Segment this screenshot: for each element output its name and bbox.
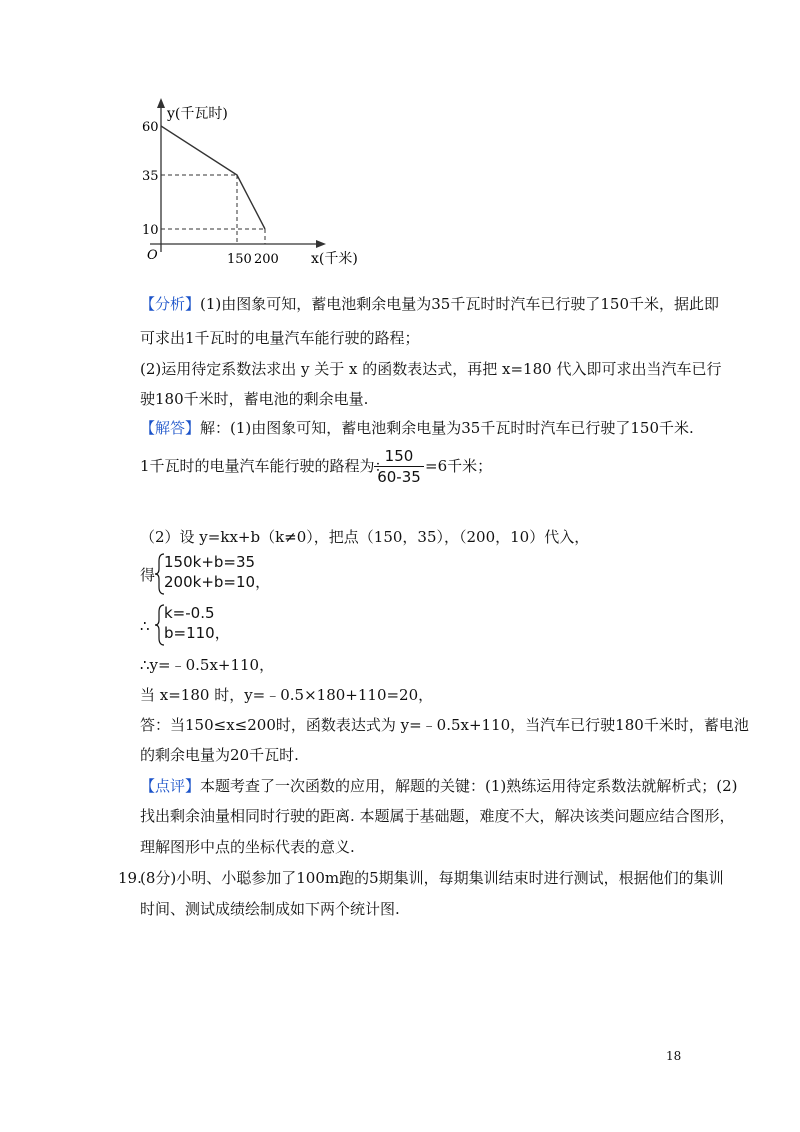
answer-line-6: 答：当150≤x≤200时，函数表达式为 y=﹣0.5x+110，当汽车已行驶180千米时，蓄电池 bbox=[140, 716, 749, 734]
question-line-2: 时间、测试成绩绘制成如下两个统计图. bbox=[140, 900, 400, 918]
comment-line-3: 理解图形中点的坐标代表的意义. bbox=[140, 838, 355, 856]
therefore-symbol: ∴ bbox=[140, 617, 150, 635]
x-axis-label: x(千米) bbox=[311, 251, 358, 267]
question-number: 19. bbox=[118, 869, 142, 887]
system-1-eq-2: 200k+b=10， bbox=[164, 573, 271, 591]
fraction-denominator: 60-35 bbox=[377, 468, 421, 486]
x-axis-arrow bbox=[316, 240, 326, 248]
answer-tag: 【解答】 bbox=[140, 419, 201, 437]
answer-line-4: ∴y=﹣0.5x+110， bbox=[140, 656, 275, 674]
fraction-bar bbox=[374, 466, 424, 467]
analysis-line-1 bbox=[140, 294, 719, 314]
system-1 bbox=[164, 552, 270, 592]
y-axis-label: y(千瓦时) bbox=[167, 106, 228, 122]
answer-text-1: 解：(1)由图象可知，蓄电池剩余电量为35千瓦时时汽车已行驶了150千米. bbox=[200, 419, 694, 437]
answer-text-2-suffix: =6千米； bbox=[425, 457, 493, 475]
answer-line-5: 当 x=180 时，y=﹣0.5×180+110=20， bbox=[140, 686, 434, 704]
comment-line-1 bbox=[140, 776, 738, 796]
analysis-line-2: 可求出1千瓦时的电量汽车能行驶的路程； bbox=[140, 329, 420, 347]
answer-line-3: （2）设 y=kx+b（k≠0），把点（150，35），（200，10）代入， bbox=[140, 528, 590, 546]
answer-text-2-prefix: 1千瓦时的电量汽车能行驶的路程为： bbox=[140, 457, 390, 475]
battery-line bbox=[161, 126, 265, 229]
system-1-eq-1: 150k+b=35 bbox=[164, 553, 256, 571]
system-2 bbox=[164, 603, 230, 643]
page-number: 18 bbox=[666, 1049, 682, 1063]
x-tick-150: 150 bbox=[227, 252, 252, 267]
system-2-eq-1: k=-0.5 bbox=[164, 604, 215, 622]
answer-line-2 bbox=[140, 456, 390, 476]
x-tick-200: 200 bbox=[254, 252, 279, 267]
system-2-comma: ， bbox=[214, 624, 230, 642]
fraction bbox=[374, 447, 424, 486]
analysis-tag: 【分析】 bbox=[140, 295, 201, 313]
y-tick-60: 60 bbox=[142, 120, 159, 135]
y-tick-10: 10 bbox=[142, 223, 159, 238]
fraction-numerator: 150 bbox=[384, 447, 414, 465]
de-label: 得 bbox=[140, 566, 156, 584]
comment-text-1: 本题考查了一次函数的应用，解题的关键：(1)熟练运用待定系数法就解析式；(2) bbox=[200, 777, 738, 795]
y-axis-arrow bbox=[157, 98, 165, 108]
analysis-line-4: 驶180千米时，蓄电池的剩余电量. bbox=[140, 390, 369, 408]
comment-line-2: 找出剩余油量相同时行驶的距离. 本题属于基础题，难度不大，解决该类问题应结合图形， bbox=[140, 807, 735, 825]
question-line-1: (8分)小明、小聪参加了100m跑的5期集训，每期集训结束时进行测试，根据他们的集训 bbox=[140, 869, 724, 887]
analysis-text-1: (1)由图象可知，蓄电池剩余电量为35千瓦时时汽车已行驶了150千米，据此即 bbox=[200, 295, 719, 313]
analysis-line-3: (2)运用待定系数法求出 y 关于 x 的函数表达式，再把 x=180 代入即可求出当汽车已行 bbox=[140, 360, 722, 378]
system-2-eq-2: b=110， bbox=[164, 624, 230, 642]
answer-line-1 bbox=[140, 418, 694, 438]
y-tick-35: 35 bbox=[142, 169, 159, 184]
system-1-comma: ， bbox=[255, 573, 271, 591]
origin-label: O bbox=[147, 248, 158, 263]
answer-line-7: 的剩余电量为20千瓦时. bbox=[140, 746, 299, 764]
comment-tag: 【点评】 bbox=[140, 777, 201, 795]
function-graph bbox=[0, 0, 800, 280]
